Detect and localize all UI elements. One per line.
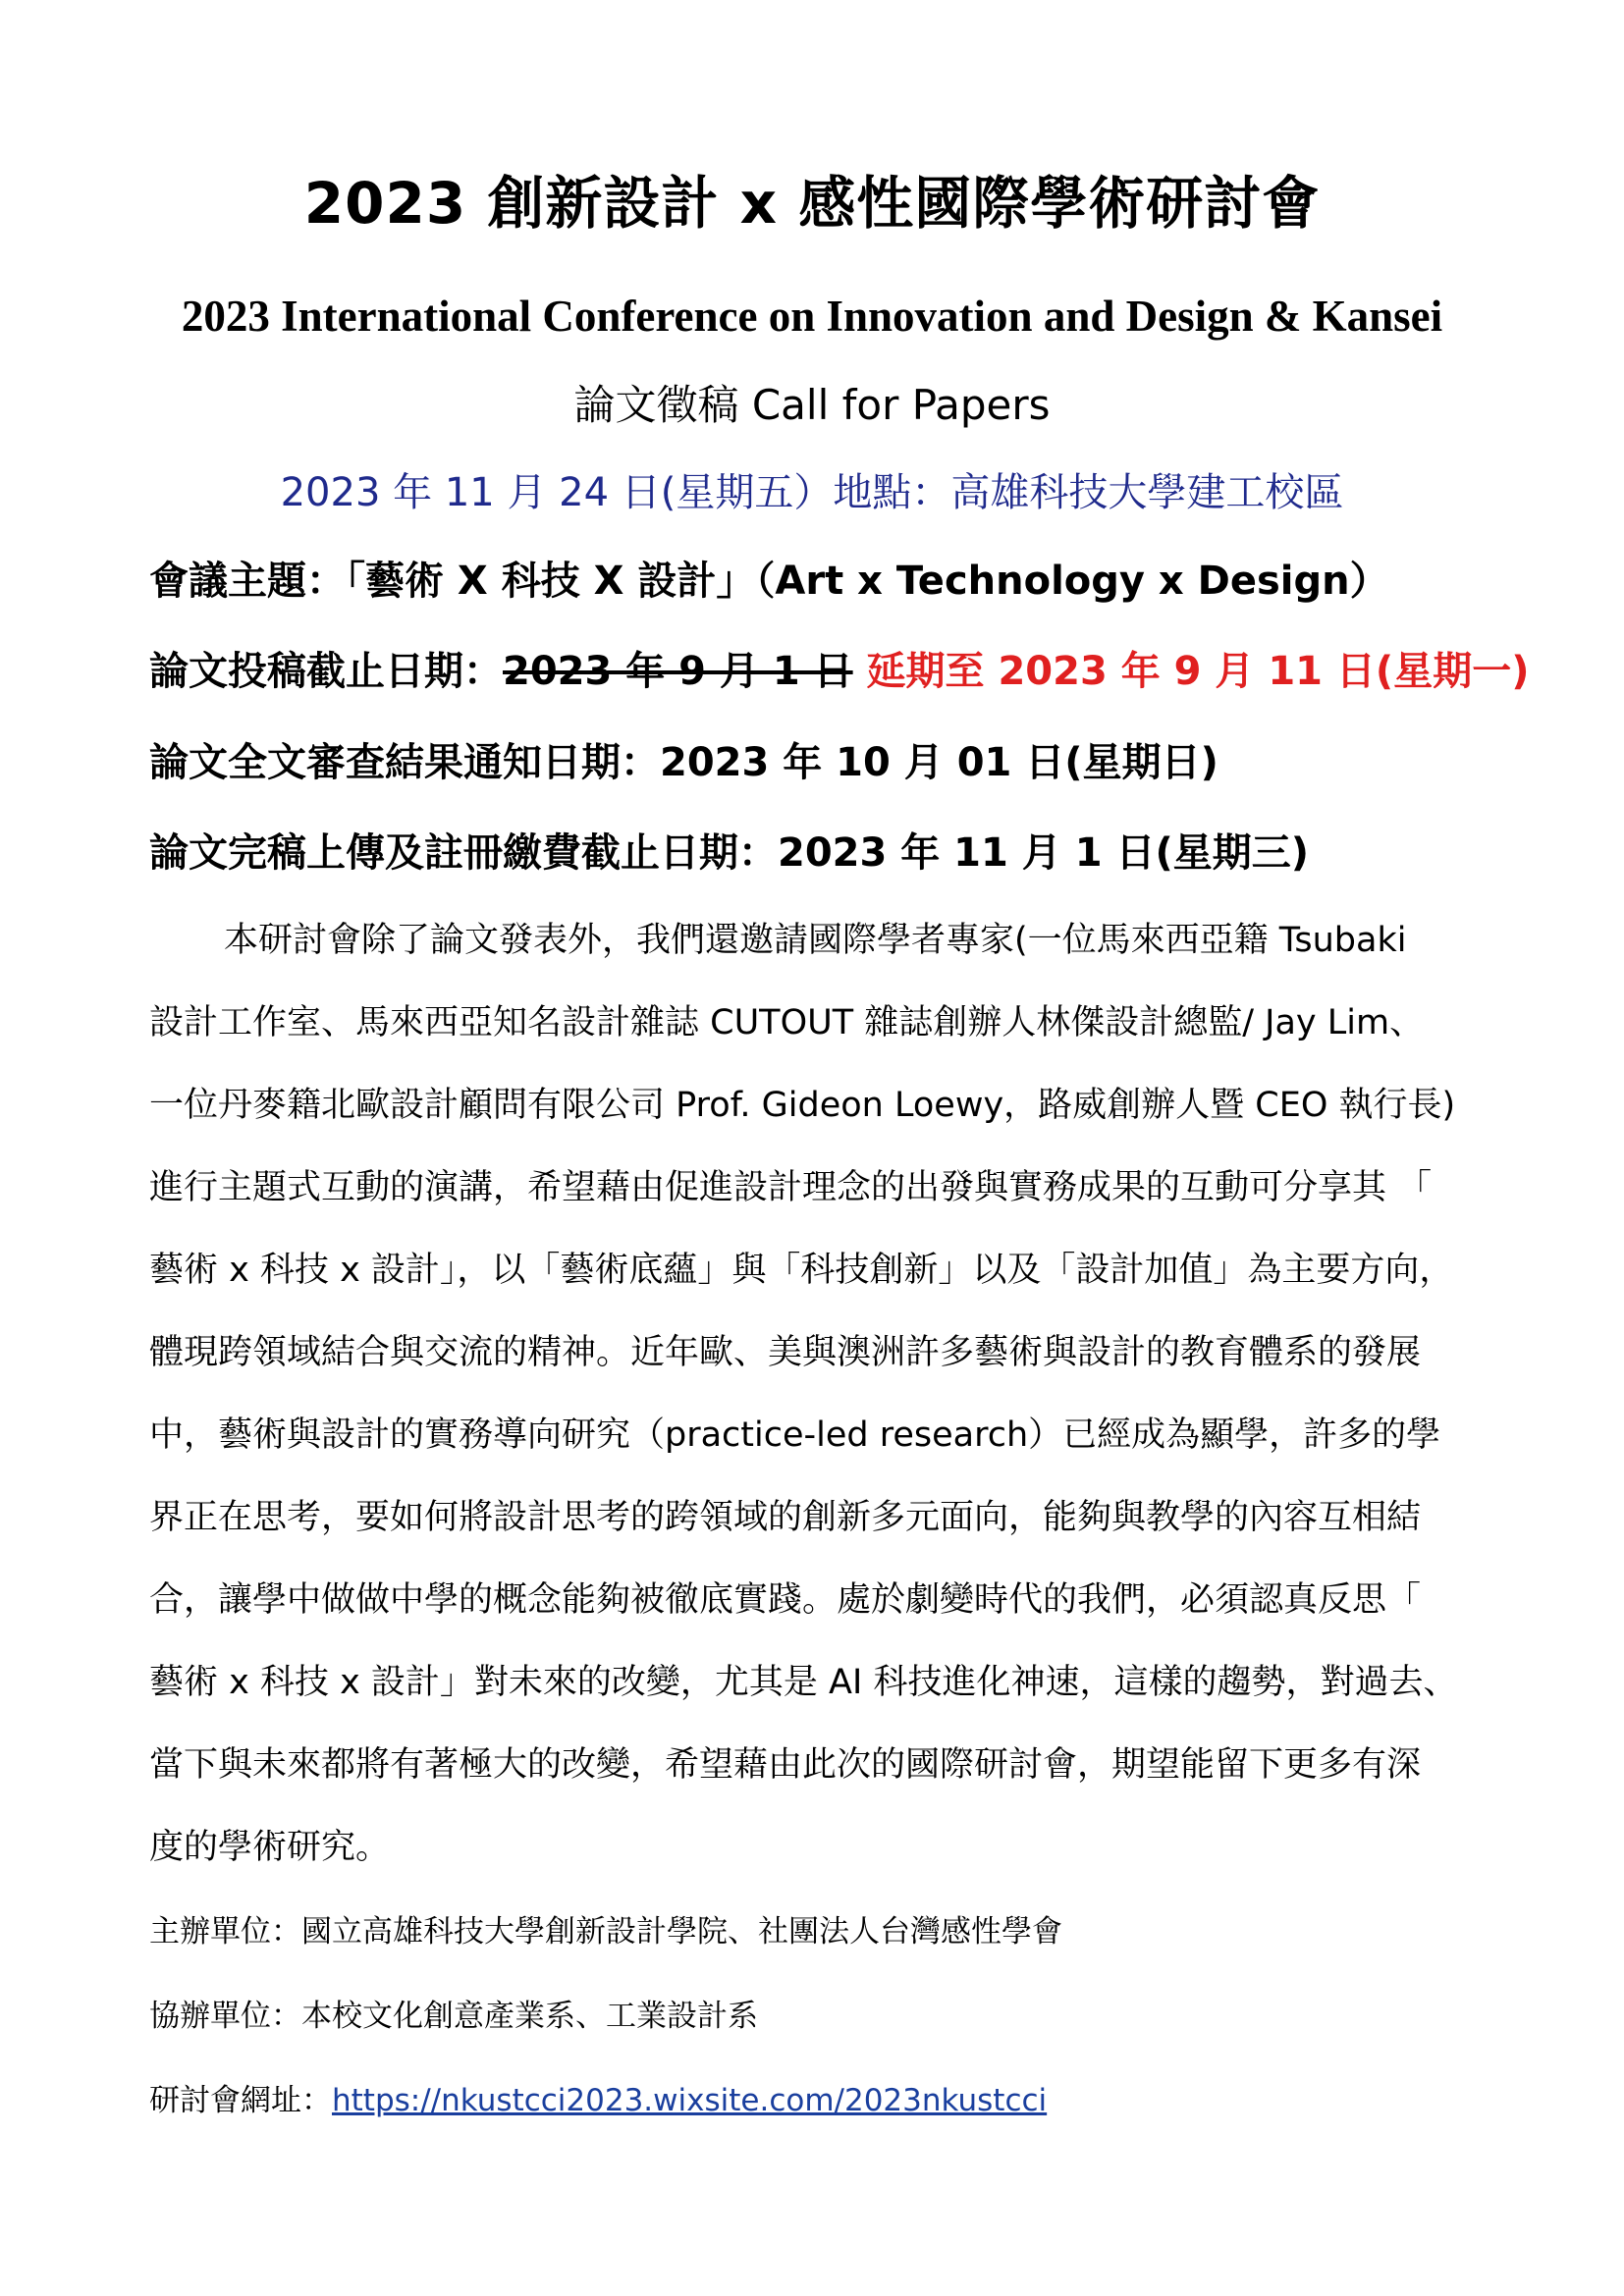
body-line: 藝術 x 科技 x 設計」，以「藝術底蘊」與「科技創新」以及「設計加值」為主要方向， (149, 1251, 1454, 1290)
submission-label: 論文投稿截止日期： (149, 649, 503, 694)
body-line: 進行主題式互動的演講，希望藉由促進設計理念的出發與實務成果的互動可分享其 「 (149, 1168, 1433, 1207)
body-line: 當下與未來都將有著極大的改變，希望藉由此次的國際研討會，期望能留下更多有深 (149, 1745, 1422, 1785)
body-line: 體現跨領域結合與交流的精神。近年歐、美與澳洲許多藝術與設計的教育體系的發展 (149, 1333, 1422, 1372)
body-line: 界正在思考，要如何將設計思考的跨領域的創新多元面向，能夠與教學的內容互相結 (149, 1498, 1422, 1537)
title-en: 2023 International Conference on Innovation and Design & Kansei (181, 292, 1443, 341)
body-line: 一位丹麥籍北歐設計顧問有限公司 Prof. Gideon Loewy，路威創辦人暨 CEO 執行長) (149, 1086, 1456, 1125)
co-organizer: 協辦單位：本校文化創意產業系、工業設計系 (149, 1999, 758, 2034)
date-location: 2023 年 11 月 24 日(星期五）地點：高雄科技大學建工校區 (280, 470, 1344, 515)
conference-theme: 會議主題：「藝術 X 科技 X 設計」（Art x Technology x Design） (149, 559, 1389, 604)
website-link[interactable]: https://nkustcci2023.wixsite.com/2023nkustcci (332, 2083, 1048, 2118)
body-line: 本研討會除了論文發表外，我們還邀請國際學者專家(一位馬來西亞籍 Tsubaki (224, 921, 1407, 960)
submission-old-date: 2023 年 9 月 1 日 (503, 649, 853, 694)
final-upload-deadline: 論文完稿上傳及註冊繳費截止日期：2023 年 11 月 1 日(星期三) (149, 830, 1310, 876)
body-line: 設計工作室、馬來西亞知名設計雜誌 CUTOUT 雜誌創辦人林傑設計總監/ Jay Lim、 (149, 1003, 1425, 1042)
subtitle: 論文徵稿 Call for Papers (573, 381, 1051, 429)
website (149, 2075, 1047, 2119)
organizer: 主辦單位：國立高雄科技大學創新設計學院、社團法人台灣感性學會 (149, 1914, 1062, 1949)
title-zh: 2023 創新設計 x 感性國際學術研討會 (303, 170, 1321, 237)
website-label: 研討會網址： (149, 2083, 332, 2118)
body-line: 度的學術研究。 (149, 1828, 391, 1867)
body-line: 中，藝術與設計的實務導向研究（practice-led research）已經成為顯學，許多的學 (149, 1415, 1441, 1455)
review-notice-date: 論文全文審查結果通知日期：2023 年 10 月 01 日(星期日) (149, 740, 1218, 785)
submission-extended-date: 延期至 2023 年 9 月 11 日(星期一) (852, 649, 1530, 694)
body-line: 合，讓學中做做中學的概念能夠被徹底實踐。處於劇變時代的我們，必須認真反思「 (149, 1580, 1422, 1620)
body-line: 藝術 x 科技 x 設計」對未來的改變，尤其是 AI 科技進化神速，這樣的趨勢，對過去、 (149, 1663, 1458, 1702)
submission-deadline (149, 640, 1530, 696)
